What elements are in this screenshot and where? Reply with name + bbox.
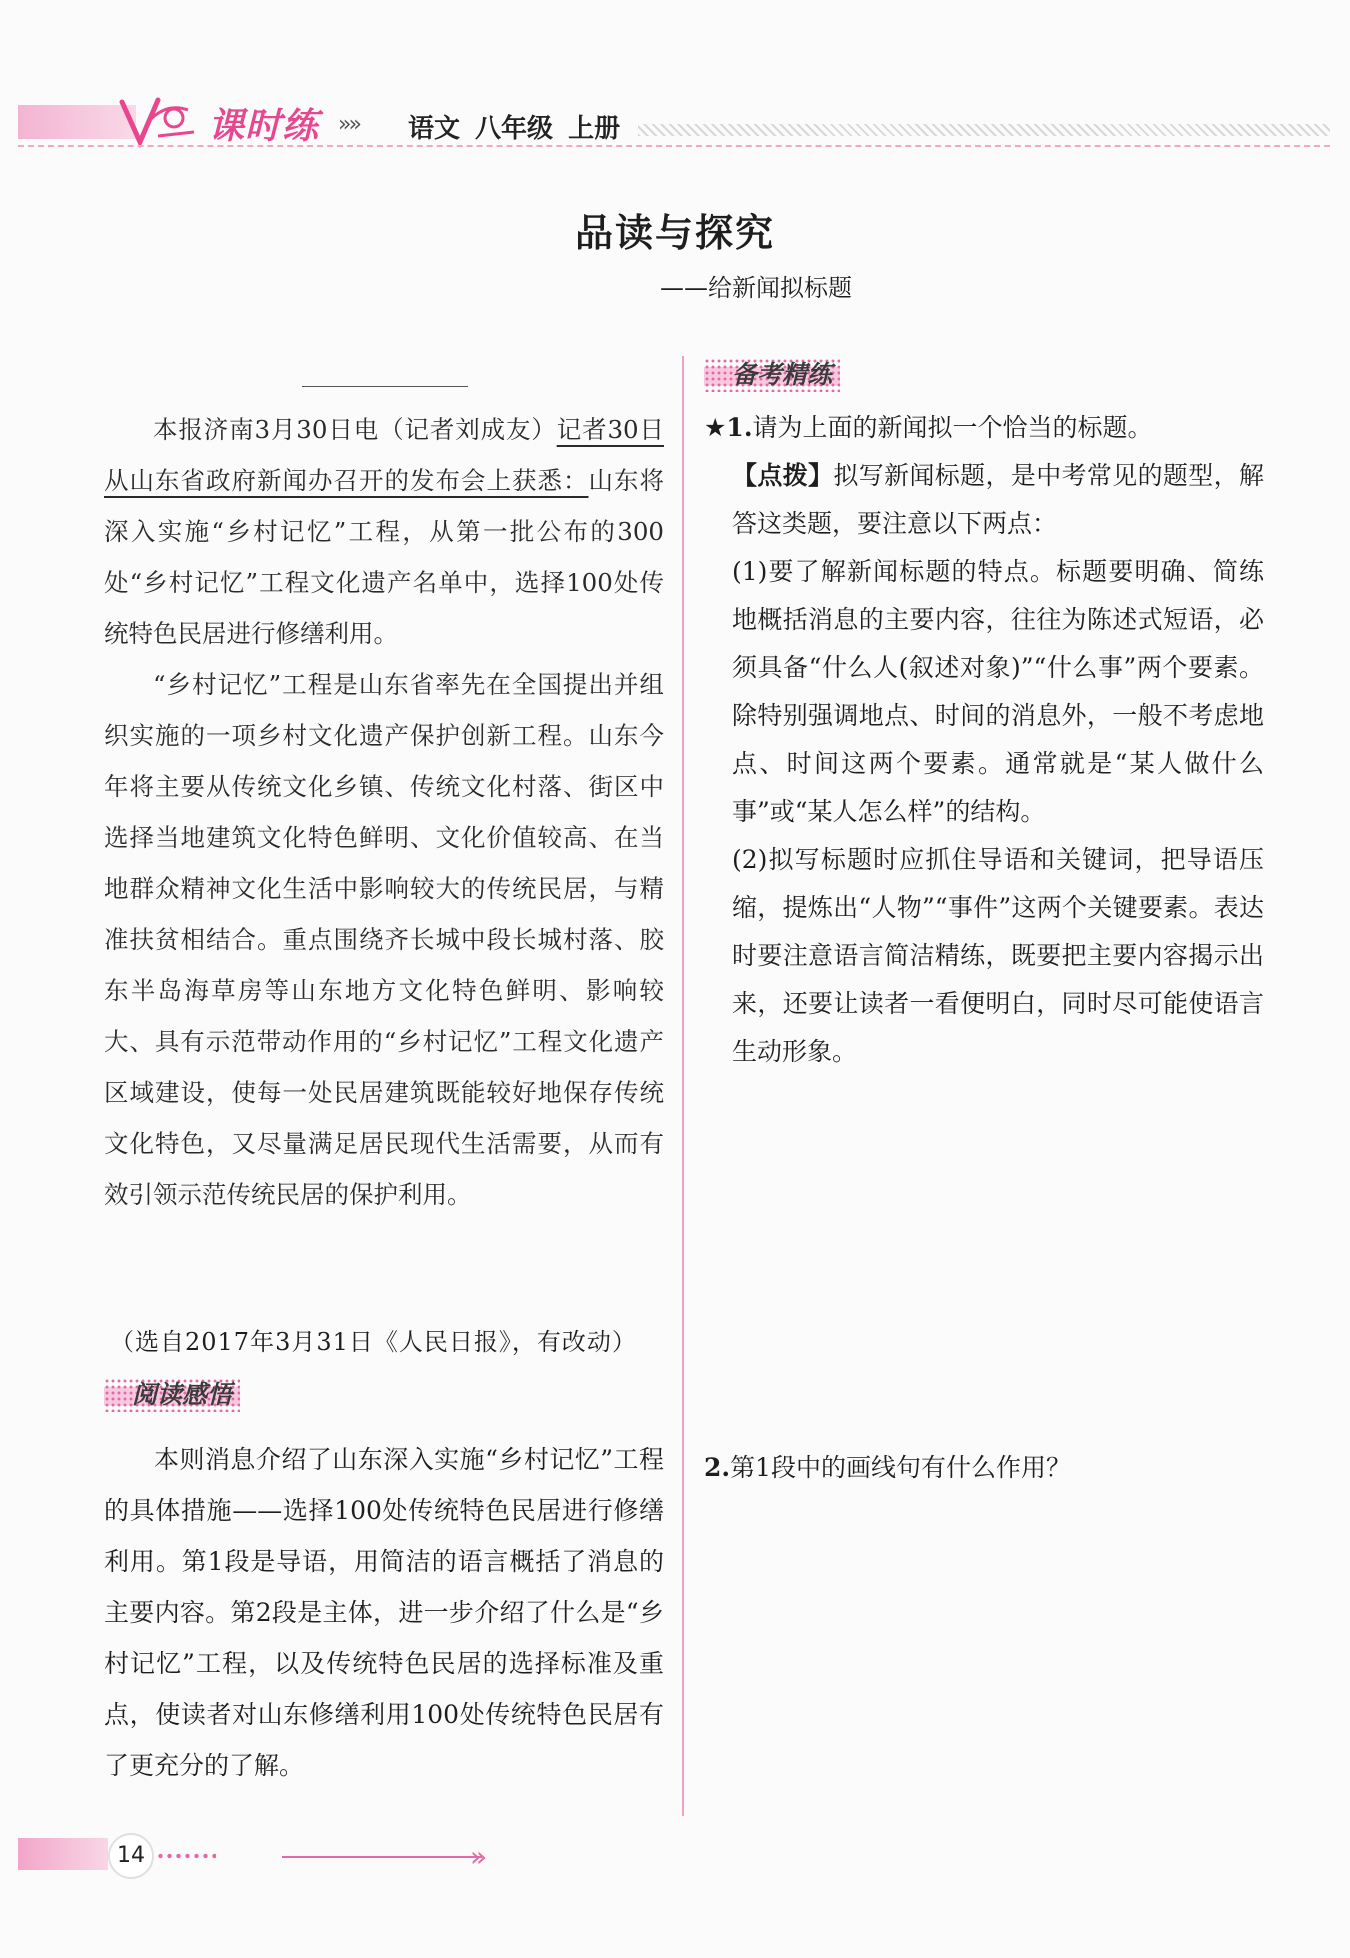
question-2 xyxy=(704,1448,1071,1484)
article-para-2: “乡村记忆”工程是山东省率先在全国提出并组织实施的一项乡村文化遗产保护创新工程。山东今年将主要从传统文化乡镇、传统文化村落、街区中选择当地建筑文化特色鲜明、文化价值较高、在当地群众精神文化生活中影响较大的传统民居，与精准扶贫相结合。重点围绕齐长城中段长城村落、胶东半岛海草房等山东地方文化特色鲜明、影响较大、具有示范带动作用的“乡村记忆”工程文化遗产区域建设，使每一处民居建筑既能较好地保存传统文化特色，又尽量满足居民现代生活需要，从而有效引领示范传统民居的保护利用。 xyxy=(104,670,664,1209)
question-1 xyxy=(704,404,1264,452)
reading-text: 本则消息介绍了山东深入实施“乡村记忆”工程的具体措施——选择100处传统特色民居进行修缮利用。第1段是导语，用简洁的语言概括了消息的主要内容。第2段是主体，进一步介绍了什么是“乡村记忆”工程，以及传统特色民居的选择标准及重点，使读者对山东修缮利用100处传统特色民居有了更充分的了解。 xyxy=(104,1445,664,1780)
column-divider xyxy=(682,356,684,1816)
brand-logo-icon xyxy=(118,92,198,148)
article-dateline: 本报济南3月30日电（记者刘成友） xyxy=(153,415,557,444)
reading-tag: 阅读感悟 xyxy=(104,1378,240,1412)
footer-arrow-line xyxy=(282,1856,482,1858)
news-article xyxy=(104,404,664,1220)
question-1-number: 1. xyxy=(726,413,753,442)
article-source: （选自2017年3月31日《人民日报》，有改动） xyxy=(110,1328,637,1356)
question-2-number: 2. xyxy=(704,1453,731,1482)
brand-name: 课时练 xyxy=(208,106,320,147)
exam-tag: 备考精练 xyxy=(704,358,840,392)
subject-label: 语文 八年级 上册 xyxy=(408,114,621,144)
page-subtitle: ——给新闻拟标题 xyxy=(660,274,852,302)
exam-section xyxy=(704,404,1264,1076)
hint-label: 【点拨】 xyxy=(732,461,834,490)
hint-text: 拟写新闻标题，是中考常见的题型，解答这类题，要注意以下两点： xyxy=(732,461,1264,538)
footer-band xyxy=(18,1838,108,1870)
star-icon: ★ xyxy=(704,413,727,442)
footer-arrow-icon: » xyxy=(470,1840,488,1873)
header-divider xyxy=(18,145,1330,147)
article-lead-rest: 山东将深入实施“乡村记忆”工程，从第一批公布的300处“乡村记忆”工程文化遗产名单中，选择100处传统特色民居进行修缮利用。 xyxy=(104,466,664,648)
chevrons-icon: »» xyxy=(338,112,359,137)
title-blank-line xyxy=(302,386,468,387)
question-2-text: 第1段中的画线句有什么作用？ xyxy=(730,1453,1072,1482)
header-pattern xyxy=(638,124,1330,136)
article-para-1 xyxy=(104,404,664,659)
reading-reflection xyxy=(104,1434,664,1791)
page-number: 14 xyxy=(108,1833,154,1879)
hint-point-1: (1)要了解新闻标题的特点。标题要明确、简练地概括消息的主要内容，往往为陈述式短语，必须具备“什么人(叙述对象)”“什么事”两个要素。除特别强调地点、时间的消息外，一般不考虑地点、时间这两个要素。通常就是“某人做什么事”或“某人怎么样”的结构。 xyxy=(732,557,1264,826)
hint xyxy=(704,452,1264,548)
hint-point-2: (2)拟写标题时应抓住导语和关键词，把导语压缩，提炼出“人物”“事件”这两个关键要素。表达时要注意语言简洁精练，既要把主要内容揭示出来，还要让读者一看便明白，同时尽可能使语言生动形象。 xyxy=(732,845,1264,1066)
question-1-text: 请为上面的新闻拟一个恰当的标题。 xyxy=(752,413,1153,442)
footer-dots xyxy=(156,1852,216,1860)
underlined-sentence: 记者30日从山东省政府新闻办召开的发布会上获悉： xyxy=(104,415,664,495)
page-title: 品读与探究 xyxy=(574,210,775,255)
